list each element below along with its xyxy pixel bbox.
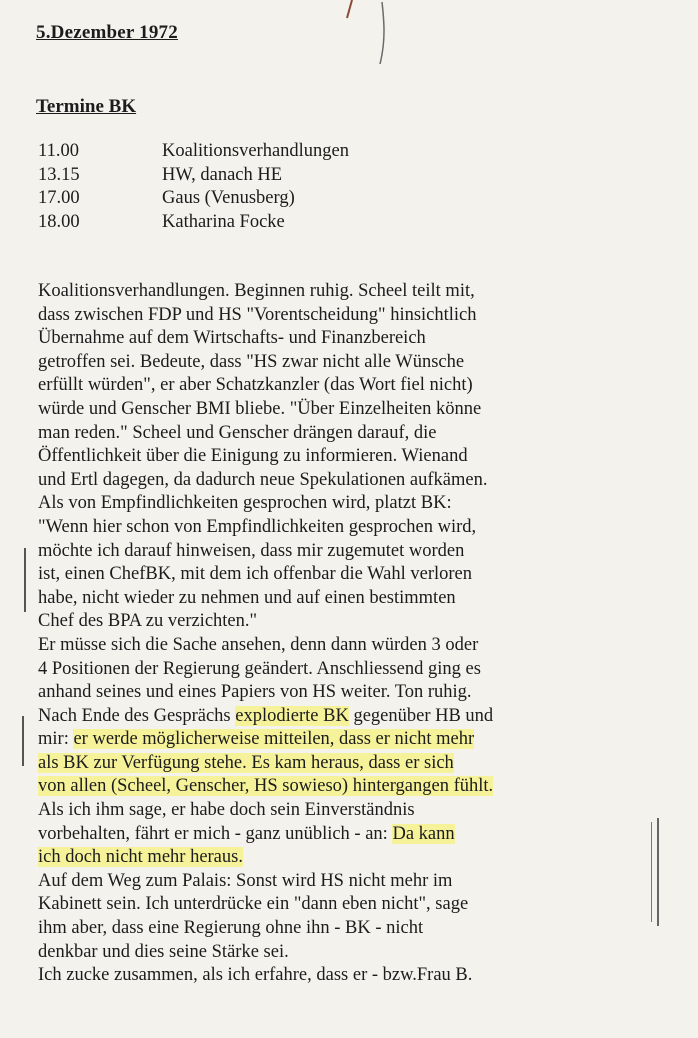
highlighted-text: als BK zur Verfügung stehe. Es kam heraus, dass er sich bbox=[38, 752, 454, 773]
text-segment: Öffentlichkeit über die Einigung zu informieren. Wienand bbox=[38, 446, 468, 467]
section-title: Termine BK bbox=[36, 96, 137, 117]
text-line bbox=[38, 492, 678, 516]
text-line bbox=[38, 893, 678, 917]
text-segment: Auf dem Weg zum Palais: Sonst wird HS nicht mehr im bbox=[38, 870, 453, 891]
highlighted-text: explodierte BK bbox=[235, 705, 349, 726]
text-segment: Übernahme auf dem Wirtschafts- und Finanzbereich bbox=[38, 328, 426, 349]
text-line bbox=[38, 634, 678, 658]
appointment-time: 11.00 bbox=[38, 141, 79, 161]
text-segment: dass zwischen FDP und HS "Vorentscheidung" hinsichtlich bbox=[38, 304, 477, 325]
text-line bbox=[38, 775, 678, 799]
text-segment: ihm aber, dass eine Regierung ohne ihn - BK - nicht bbox=[38, 918, 424, 939]
text-segment: Als ich ihm sage, er habe doch sein Einverständnis bbox=[38, 800, 415, 821]
text-line bbox=[38, 964, 678, 988]
highlighted-text: von allen (Scheel, Genscher, HS sowieso) hintergangen fühlt. bbox=[38, 776, 494, 797]
text-line bbox=[38, 374, 678, 398]
text-segment: erfüllt würden", er aber Schatzkanzler (das Wort fiel nicht) bbox=[38, 375, 473, 396]
highlighted-text: er werde möglicherweise mitteilen, dass er nicht mehr bbox=[73, 729, 475, 750]
text-line bbox=[38, 327, 678, 351]
text-line bbox=[38, 870, 678, 894]
text-line bbox=[38, 728, 678, 752]
appointment-time: 18.00 bbox=[38, 211, 80, 232]
appointment-row bbox=[38, 187, 349, 211]
text-line bbox=[38, 752, 678, 776]
text-line bbox=[38, 658, 678, 682]
appointment-row bbox=[38, 164, 349, 188]
text-segment: habe, nicht wieder zu nehmen und auf einen bestimmten bbox=[38, 587, 456, 608]
margin-mark-right-2 bbox=[657, 818, 659, 926]
text-line bbox=[38, 445, 678, 469]
text-segment: Als von Empfindlichkeiten gesprochen wird, platzt BK: bbox=[38, 493, 452, 514]
margin-mark-left-upper bbox=[24, 548, 26, 612]
margin-mark-right-1 bbox=[651, 822, 652, 922]
diary-body-text bbox=[38, 280, 678, 988]
text-line bbox=[38, 304, 678, 328]
text-segment: getroffen sei. Bedeute, dass "HS zwar nicht alle Wünsche bbox=[38, 351, 465, 372]
highlighted-text: ich doch nicht mehr heraus. bbox=[38, 847, 243, 868]
text-segment: ist, einen ChefBK, mit dem ich offenbar die Wahl verloren bbox=[38, 564, 473, 585]
text-segment: 4 Positionen der Regierung geändert. Anschliessend ging es bbox=[38, 658, 481, 679]
text-segment: Er müsse sich die Sache ansehen, denn dann würden 3 oder bbox=[38, 634, 479, 655]
text-segment: Koalitionsverhandlungen. Beginnen ruhig. Scheel teilt mit, bbox=[38, 281, 475, 301]
text-line bbox=[38, 587, 678, 611]
text-line bbox=[38, 681, 678, 705]
text-segment: würde und Genscher BMI bliebe. "Über Einzelheiten könne bbox=[38, 398, 482, 419]
text-segment: Ich zucke zusammen, als ich erfahre, dass er - bzw.Frau B. bbox=[38, 965, 473, 986]
text-segment: "Wenn hier schon von Empfindlichkeiten gesprochen wird, bbox=[38, 516, 477, 537]
appointment-time: 13.15 bbox=[38, 164, 80, 185]
appointment-row bbox=[38, 211, 349, 235]
text-line bbox=[38, 823, 678, 847]
text-line bbox=[38, 398, 678, 422]
text-segment: und Ertl dagegen, da dadurch neue Spekulationen aufkämen. bbox=[38, 469, 488, 490]
text-line bbox=[38, 705, 678, 729]
appointment-entry: HW, danach HE bbox=[162, 164, 283, 185]
text-segment: vorbehalten, fährt er mich - ganz unüblich - an: bbox=[38, 823, 393, 844]
appointment-entry: Koalitionsverhandlungen bbox=[162, 141, 350, 161]
margin-mark-left-lower bbox=[22, 716, 24, 766]
text-segment: gegenüber HB und bbox=[348, 705, 494, 726]
text-line bbox=[38, 516, 678, 540]
appointment-row bbox=[38, 140, 349, 164]
text-line bbox=[38, 469, 678, 493]
text-line bbox=[38, 799, 678, 823]
text-line bbox=[38, 280, 678, 304]
text-line bbox=[38, 422, 678, 446]
text-segment: Chef des BPA zu verzichten." bbox=[38, 611, 258, 632]
appointment-time: 17.00 bbox=[38, 188, 80, 208]
appointment-entry: Katharina Focke bbox=[162, 211, 285, 232]
text-segment: möchte ich darauf hinweisen, dass mir zugemutet worden bbox=[38, 540, 465, 561]
highlighted-text: Da kann bbox=[392, 823, 455, 844]
text-line bbox=[38, 941, 678, 965]
text-line bbox=[38, 610, 678, 634]
text-line bbox=[38, 351, 678, 375]
text-segment: mir: bbox=[38, 729, 74, 750]
appointment-entry: Gaus (Venusberg) bbox=[162, 188, 295, 208]
document-date: 5.Dezember 1972 bbox=[36, 22, 178, 43]
text-line bbox=[38, 563, 678, 587]
text-segment: denkbar und dies seine Stärke sei. bbox=[38, 941, 289, 962]
text-line bbox=[38, 917, 678, 941]
text-segment: Kabinett sein. Ich unterdrücke ein "dann eben nicht", sage bbox=[38, 894, 469, 915]
appointment-list bbox=[38, 140, 349, 234]
text-line bbox=[38, 846, 678, 870]
text-segment: anhand seines und eines Papiers von HS weiter. Ton ruhig. bbox=[38, 682, 472, 703]
text-line bbox=[38, 540, 678, 564]
text-segment: Nach Ende des Gesprächs bbox=[38, 705, 236, 726]
text-segment: man reden." Scheel und Genscher drängen darauf, die bbox=[38, 422, 437, 443]
scan-pen-mark bbox=[330, 0, 410, 70]
